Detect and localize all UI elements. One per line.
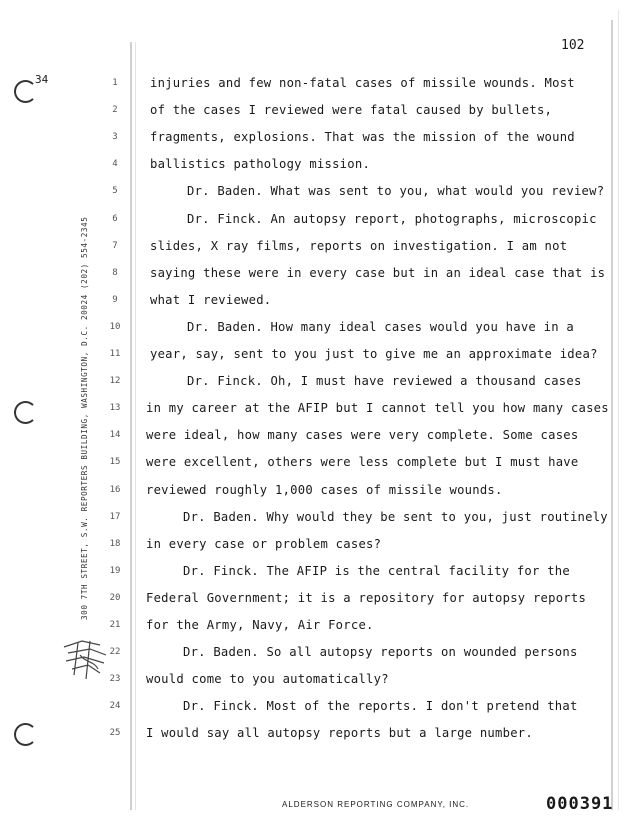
punch-hole	[14, 401, 37, 424]
punch-hole	[14, 723, 37, 746]
transcript-line: saying these were in every case but in an ideal case that is	[150, 265, 606, 280]
line-number: 20	[109, 592, 121, 603]
line-number: 5	[112, 186, 118, 197]
transcript-line: slides, X ray films, reports on investigation. I am not	[150, 238, 568, 253]
margin-rule	[135, 42, 136, 810]
margin-rule	[611, 20, 613, 810]
line-number: 23	[109, 674, 121, 685]
line-number: 6	[112, 213, 118, 224]
line-number: 18	[109, 538, 121, 549]
line-number: 14	[109, 430, 121, 441]
line-number: 15	[109, 457, 121, 468]
transcript-line: injuries and few non-fatal cases of missile wounds. Most	[150, 76, 575, 90]
transcript-line: in every case or problem cases?	[146, 536, 382, 551]
punch-hole	[14, 80, 37, 103]
transcript-line: Federal Government; it is a repository for autopsy reports	[146, 590, 587, 605]
line-number: 12	[109, 376, 121, 387]
line-number: 17	[109, 511, 121, 522]
footer-document-id: 000391	[546, 794, 614, 814]
transcript-line: of the cases I reviewed were fatal caused by bullets,	[150, 103, 553, 118]
transcript-line: ballistics pathology mission.	[150, 157, 371, 172]
line-number: 11	[109, 349, 121, 359]
line-number: 3	[112, 132, 118, 143]
line-number: 10	[109, 321, 121, 332]
transcript-line: what I reviewed.	[150, 292, 272, 307]
line-number: 8	[112, 267, 118, 278]
line-number: 16	[109, 484, 121, 495]
transcript-line: would come to you automatically?	[146, 672, 389, 687]
line-number: 25	[109, 728, 121, 739]
transcript-line: fragments, explosions. That was the mission of the wound	[150, 130, 575, 145]
page-number: 102	[561, 38, 585, 53]
transcript-line: Dr. Finck. The AFIP is the central facility for the	[183, 563, 570, 578]
line-number: 4	[112, 159, 118, 170]
corner-number: 34	[35, 73, 49, 86]
line-number: 24	[109, 701, 121, 712]
line-number: 9	[112, 294, 118, 305]
transcript-line: Dr. Finck. An autopsy report, photographs, microscopic	[187, 211, 597, 226]
transcript-line: Dr. Baden. So all autopsy reports on wounded persons	[183, 645, 578, 660]
transcript-line: reviewed roughly 1,000 cases of missile wounds.	[146, 482, 503, 497]
transcript-line: were excellent, others were less complete but I must have	[146, 455, 579, 470]
transcript-line: Dr. Baden. Why would they be sent to you, just routinely	[183, 509, 608, 524]
line-number: 1	[112, 78, 118, 88]
margin-rule	[618, 10, 619, 810]
transcript-line: Dr. Baden. How many ideal cases would you have in a	[187, 319, 574, 334]
transcript-line: for the Army, Navy, Air Force.	[146, 618, 374, 632]
line-number: 19	[109, 565, 121, 576]
transcript-line: year, say, sent to you just to give me an approximate idea?	[150, 347, 598, 361]
line-number: 2	[112, 105, 118, 116]
line-number: 21	[109, 620, 121, 630]
transcript-line: Dr. Finck. Most of the reports. I don't pretend that	[183, 699, 578, 714]
transcript-line: were ideal, how many cases were very complete. Some cases	[146, 428, 579, 443]
margin-rule	[130, 42, 132, 810]
transcript-line: Dr. Baden. What was sent to you, what would you review?	[187, 184, 605, 199]
transcript-line: Dr. Finck. Oh, I must have reviewed a thousand cases	[187, 374, 582, 389]
side-address-text: 300 7TH STREET, S.W. REPORTERS BUILDING, WASHINGTON, D.C. 20024 (202) 554-2345	[80, 216, 89, 620]
footer-company: ALDERSON REPORTING COMPANY, INC.	[282, 800, 470, 809]
line-number: 7	[112, 240, 118, 251]
handwritten-scribble-icon	[60, 635, 112, 683]
transcript-line: I would say all autopsy reports but a large number.	[146, 726, 533, 741]
line-number: 13	[109, 403, 121, 414]
transcript-line: in my career at the AFIP but I cannot tell you how many cases	[146, 401, 609, 416]
line-number: 22	[109, 647, 121, 658]
